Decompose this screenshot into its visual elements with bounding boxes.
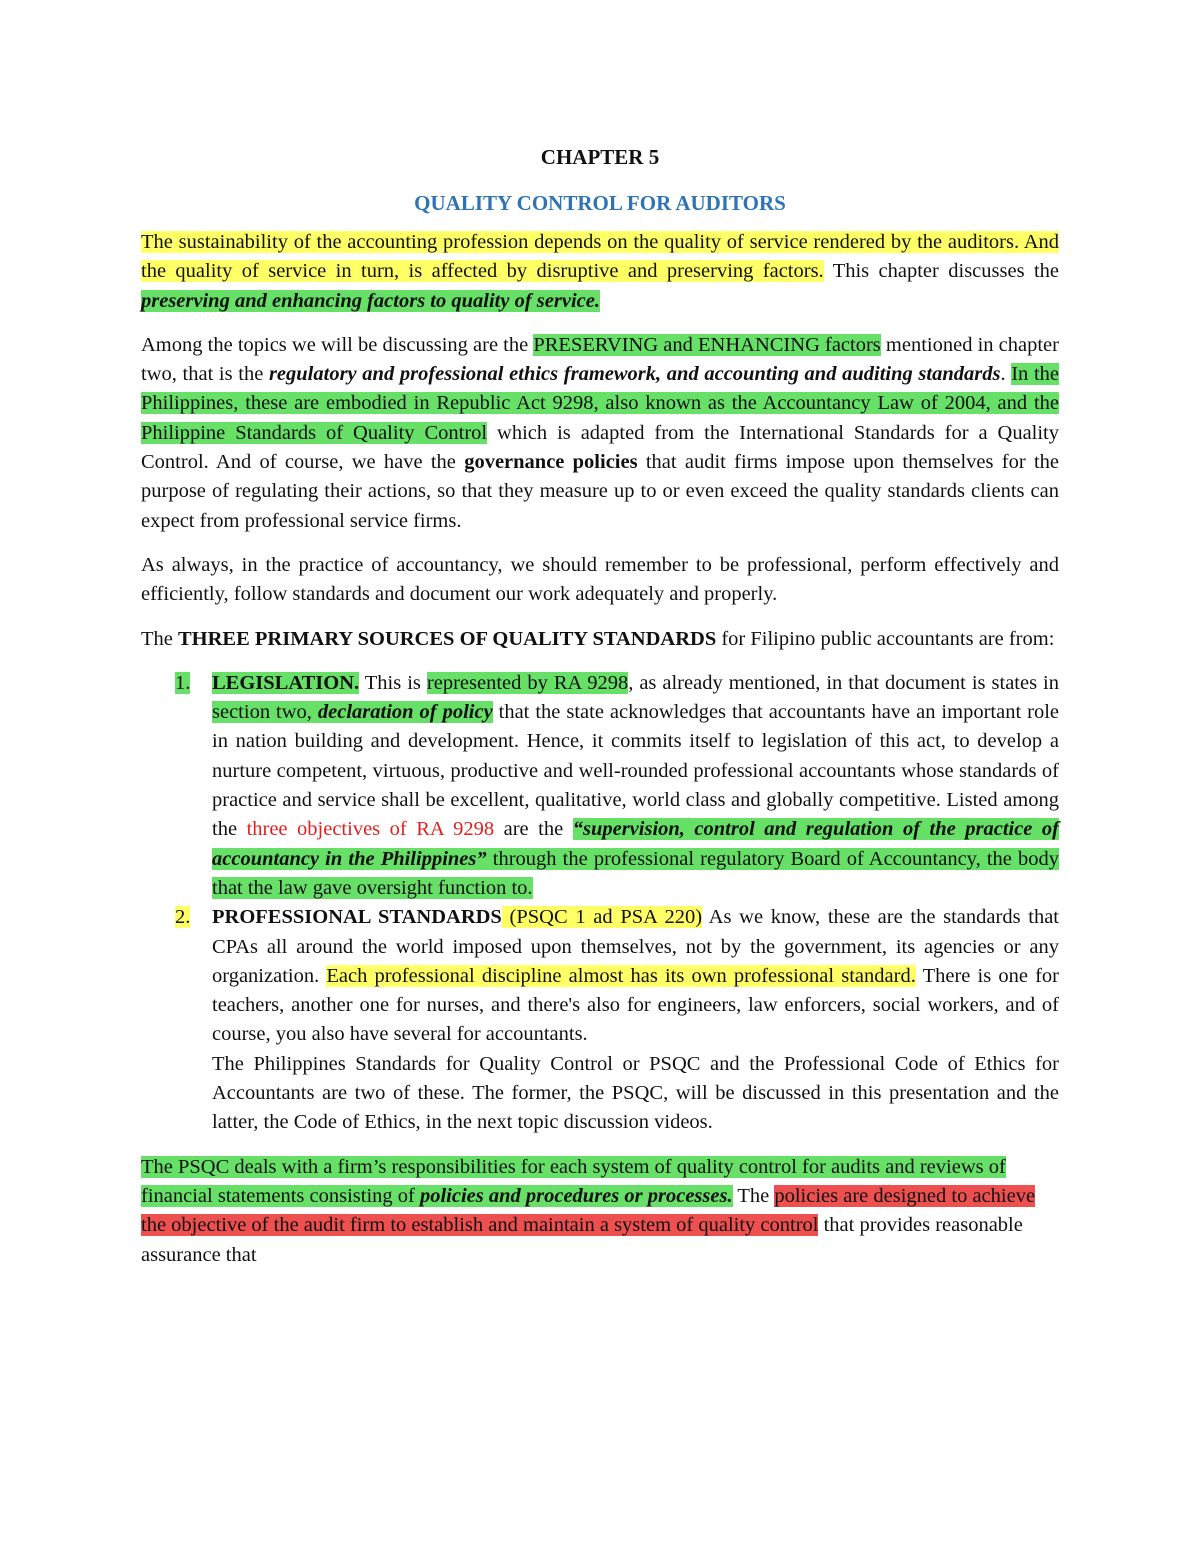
sources-paragraph: The THREE PRIMARY SOURCES OF QUALITY STANDARDS for Filipino public accountants are from: [141, 627, 1055, 650]
list-item: 2. PROFESSIONAL STANDARDS (PSQC 1 ad PSA 220) As we know, these are the standards that CPAs all around the world imposed upon themselves, not by the government, its agencies or any organization. Each professional discipline almost has its own professional standard. There is one for teachers, another one for nurses, and there's also for engineers, law enforcers, social workers, and of course, you also have several for accountants. The Philippines Standards for Quality Control or PSQC and the Professional Code of Ethics for Accountants are two of these. The former, the PSQC, will be discussed in this presentation and the latter, the Code of Ethics, in the next topic discussion videos. [141, 903, 1059, 1137]
highlight-green: LEGISLATION. [212, 671, 360, 694]
document-body [141, 140, 1059, 1270]
list-number: 2. [175, 906, 191, 929]
list-item-subparagraph: The Philippines Standards for Quality Control or PSQC and the Professional Code of Ethics for Accountants are two of these. The former, the PSQC, will be discussed in this presentation and the latter, the Code of Ethics, in the next topic discussion videos. [212, 1052, 1059, 1134]
highlight-green: In the Philippines, these are embodied in Republic Act 9298, also known as the Accountancy Law of 2004, and the Philippine Standards of Quality Control [141, 363, 1059, 444]
practice-paragraph: As always, in the practice of accountancy, we should remember to be professional, perform effectively and efficiently, follow standards and document our work adequately and properly. [141, 553, 1059, 606]
list-item: 1. LEGISLATION. This is represented by RA 9298, as already mentioned, in that document is states in section two, declaration of policy that the state acknowledges that accountants have an important role in nation building and development. Hence, it commits itself to legislation of this act, to develop a nurture competent, virtuous, productive and well-rounded professional accountants whose standards of practice and service shall be excellent, qualitative, world class and globally competitive. Listed among the three objectives of RA 9298 are the “supervision, control and regulation of the practice of accountancy in the Philippines” through the professional regulatory Board of Accountancy, the body that the law gave oversight function to. [175, 671, 1060, 899]
highlight-green: PRESERVING and ENHANCING factors [533, 333, 881, 356]
list-number: 1. [175, 671, 191, 694]
psqc-paragraph: The PSQC deals with a firm’s responsibilities for each system of quality control for audits and reviews of financial statements consisting of policies and procedures or processes. The policies are designed to achieve the objective of the audit firm to establish and maintain a system of quality control that provides reasonable assurance that [141, 1155, 1036, 1266]
highlight-yellow: Each professional discipline almost has its own professional standard. [326, 964, 916, 987]
highlight-green: represented by RA 9298 [426, 671, 629, 694]
sources-list [141, 669, 1059, 1138]
chapter-title: QUALITY CONTROL FOR AUDITORS [414, 191, 786, 215]
topics-paragraph: Among the topics we will be discussing are the PRESERVING and ENHANCING factors mentioned in chapter two, that is the regulatory and professional ethics framework, and accounting and auditing standards. In the Philippines, these are embodied in Republic Act 9298, also known as the Accountancy Law of 2004, and the Philippine Standards of Quality Control which is adapted from the International Standards for a Quality Control. And of course, we have the governance policies that audit firms impose upon themselves for the purpose of regulating their actions, so that they measure up to or even exceed the quality standards clients can expect from professional service firms. [141, 333, 1059, 532]
highlight-green: preserving and enhancing factors to quality of service. [141, 289, 600, 312]
highlight-red: policies are designed to achieve the objective of the audit firm to establish and maintain a system of quality control [141, 1184, 1036, 1237]
highlight-green: section two, declaration of policy [212, 701, 493, 724]
intro-paragraph: The sustainability of the accounting profession depends on the quality of service rendered by the auditors. And the quality of service in turn, is affected by disruptive and preserving factors. This chapter discusses the preserving and enhancing factors to quality of service. [141, 231, 1059, 312]
highlight-yellow: The sustainability of the accounting profession depends on the quality of service rendered by the auditors. And the quality of service in turn, is affected by disruptive and preserving factors. [141, 231, 1059, 283]
red-text: three objectives of RA 9298 [246, 818, 495, 841]
highlight-green: The PSQC deals with a firm’s responsibilities for each system of quality control for audits and reviews of financial statements consisting of policies and procedures or processes. [141, 1155, 1006, 1207]
highlight-green: “supervision, control and regulation of the practice of accountancy in the Philippines” through the professional regulatory Board of Accountancy, the body that the law gave oversight function to. [212, 818, 1059, 899]
highlight-yellow: (PSQC 1 ad PSA 220) [501, 906, 703, 929]
chapter-heading: CHAPTER 5 [540, 145, 660, 169]
